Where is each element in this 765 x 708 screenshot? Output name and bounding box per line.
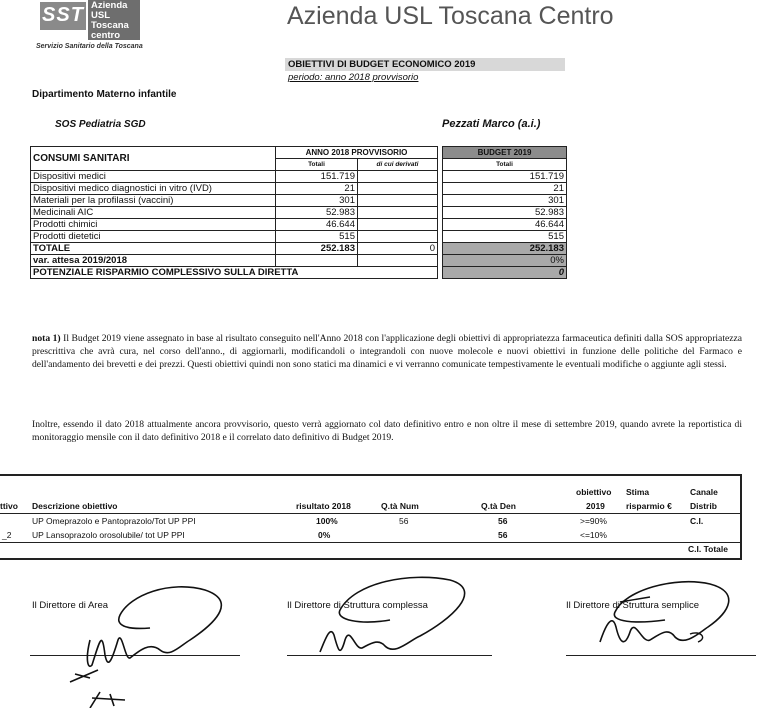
col-totali-2019: Totali: [443, 159, 567, 171]
note-paragraph: nota 1) Il Budget 2019 viene assegnato in base al risultato conseguito nell'Anno 2018 con l'applicazione degli obiettivi di appropriatezza farmaceutica definiti dalla SOS appropriatezza prescrittiva che avrà cura, nel corso dell'anno., di aggiornarli, modificandoli o integrandoli con nuove molecole e nuovi obiettivi in funzione delle politiche del Farmaco e dell'andamento dei brevetti e dei prezzi. Questi obiettivi quindi non sono statici ma dinamici e vi verranno comunicate tempestivamente le eventuali modifiche o aggiunte agli stessi.: [32, 333, 743, 370]
table-row: Dispositivi medici 151.719 151.719: [31, 171, 567, 183]
col-result-header: risultato 2018: [296, 501, 351, 511]
budget-table: [30, 146, 567, 279]
col-code-header: ttivo: [0, 501, 18, 511]
signature-simple-label: Il Direttore di Struttura semplice: [566, 600, 700, 611]
signature-area-label: Il Direttore di Area: [32, 600, 109, 611]
table-row: Materiali per la profilassi (vaccini) 301 301: [31, 195, 567, 207]
total-row: TOTALE 252.183 0 252.183: [31, 243, 567, 255]
obj-row-1-desc: UP Omeprazolo e Pantoprazolo/Tot UP PPI: [32, 516, 196, 526]
obj-row-2-desc: UP Lansoprazolo orosolubile/ tot UP PPI: [32, 530, 185, 540]
logo-name: Azienda USL Toscana centro: [88, 0, 140, 40]
col-num-header: Q.tà Num: [381, 501, 419, 511]
variation-row: var. attesa 2019/2018 0%: [31, 255, 567, 267]
logo-subtitle: Servizio Sanitario della Toscana: [36, 43, 143, 50]
obj-row-1-target: >=90%: [580, 516, 607, 526]
group-2019-header: BUDGET 2019: [443, 147, 567, 159]
table-row: Medicinali AIC 52.983 52.983: [31, 207, 567, 219]
objectives-period: periodo: anno 2018 provvisorio: [288, 72, 419, 83]
signature-simple-scribble: [580, 572, 760, 662]
obj-row-1-num: 56: [399, 516, 409, 526]
table-row: Prodotti dietetici 515 515: [31, 231, 567, 243]
table-row: Dispositivi medico diagnostici in vitro (IVD) 21 21: [31, 183, 567, 195]
obj-row-2-target: <=10%: [580, 530, 607, 540]
col-channel-header: Canale: [690, 487, 718, 497]
signature-complex-scribble: [300, 570, 510, 670]
col-totali: Totali: [276, 159, 358, 171]
obj-total-label: C.I. Totale: [688, 544, 728, 554]
col-den-header: Q.tà Den: [481, 501, 516, 511]
savings-row: POTENZIALE RISPARMIO COMPLESSIVO SULLA DIRETTA 0: [31, 267, 567, 279]
obj-row-2-result: 0%: [318, 530, 331, 540]
col-target-header: obiettivo: [576, 487, 612, 497]
group-2018-header: ANNO 2018 PROVVISORIO: [276, 147, 438, 159]
signature-area-scribble: [30, 570, 260, 690]
table-row: Prodotti chimici 46.644 46.644: [31, 219, 567, 231]
obj-row-2-code: _2: [2, 530, 12, 540]
objectives-table: ttivo Descrizione obiettivo risultato 2018 Q.tà Num Q.tà Den obiettivo 2019 Stima risparmio € Canale Distrib UP Omeprazolo e Pantoprazolo/Tot UP PPI 100% 56 56 >=90% C.I. _2 UP Lansoprazolo orosolubile/ tot UP PPI 0% 56 <=10% C.I. Totale: [0, 474, 742, 560]
unit-name: SOS Pediatria SGD: [55, 119, 146, 130]
initials-scribble: [70, 688, 150, 708]
signature-complex-label: Il Direttore di Struttura complessa: [287, 600, 428, 611]
manager-name: Pezzati Marco (a.i.): [442, 118, 541, 130]
col-derivati: di cui derivati: [358, 159, 438, 171]
budget-title: CONSUMI SANITARI: [31, 147, 276, 171]
obj-row-1-den: 56: [498, 516, 508, 526]
department: Dipartimento Materno infantile: [32, 89, 177, 100]
budget-header-row: [31, 147, 567, 159]
company-title: Azienda USL Toscana Centro: [287, 2, 614, 30]
col-saving-header: Stima: [626, 487, 650, 497]
obj-row-2-den: 56: [498, 530, 508, 540]
obj-row-1-result: 100%: [316, 516, 338, 526]
logo-sst: SST: [40, 2, 86, 30]
obj-row-1-channel: C.I.: [690, 516, 704, 526]
info-paragraph: Inoltre, essendo il dato 2018 attualmente ancora provvisorio, questo verrà aggiornato col dato definitivo entro e non oltre il mese di settembre 2019, quando avrete la reportistica di monitoraggio mensile con il dato definitivo 2018 e il correlato dato definitivo di Budget 2019.: [32, 419, 742, 443]
col-desc-header: Descrizione obiettivo: [32, 501, 118, 511]
objectives-title: OBIETTIVI DI BUDGET ECONOMICO 2019: [285, 58, 565, 71]
